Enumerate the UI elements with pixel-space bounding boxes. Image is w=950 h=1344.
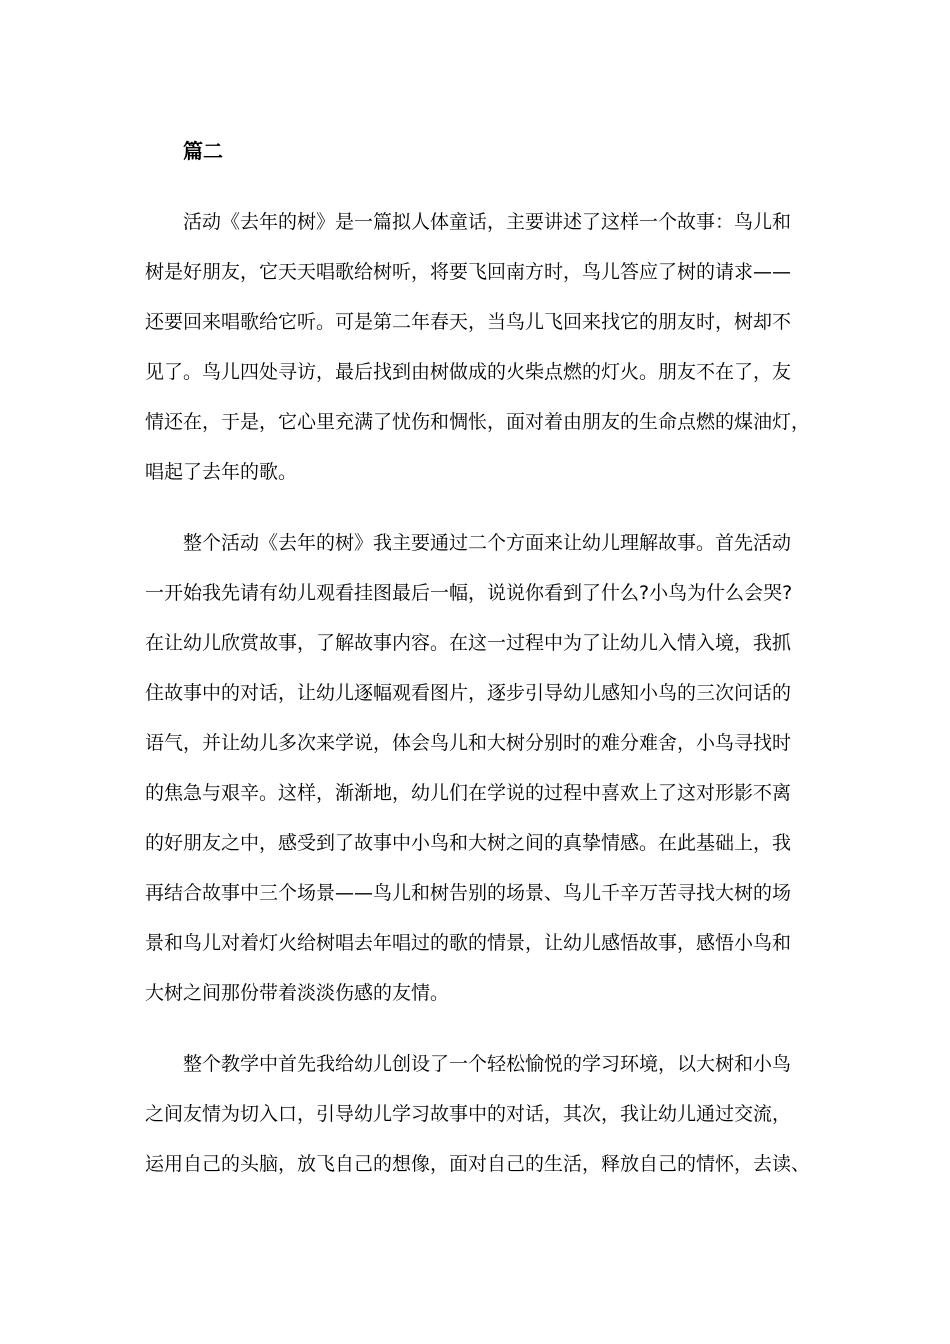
paragraph-2-line-4: 住故事中的对话，让幼儿逐幅观看图片，逐步引导幼儿感知小鸟的三次问话的 <box>145 682 792 704</box>
paragraph-2-line-1: 整个活动《去年的树》我主要通过二个方面来让幼儿理解故事。首先活动 <box>183 532 792 554</box>
paragraph-2-line-7: 的好朋友之中，感受到了故事中小鸟和大树之间的真挚情感。在此基础上，我 <box>145 832 792 854</box>
paragraph-2-line-6: 的焦急与艰辛。这样，渐渐地，幼儿们在学说的过程中喜欢上了这对形影不离 <box>145 782 792 804</box>
paragraph-2-line-2: 一开始我先请有幼儿观看挂图最后一幅，说说你看到了什么?小鸟为什么会哭? <box>145 582 793 604</box>
paragraph-2-line-3: 在让幼儿欣赏故事，了解故事内容。在这一过程中为了让幼儿入情入境，我抓 <box>145 632 792 654</box>
paragraph-2-line-8: 再结合故事中三个场景——鸟儿和树告别的场景、鸟儿千辛万苦寻找大树的场 <box>145 882 792 904</box>
paragraph-3-line-2: 之间友情为切入口，引导幼儿学习故事中的对话，其次，我让幼儿通过交流， <box>145 1103 792 1125</box>
paragraph-1-line-1: 活动《去年的树》是一篇拟人体童话，主要讲述了这样一个故事：鸟儿和 <box>183 211 792 233</box>
paragraph-1-line-4: 见了。鸟儿四处寻访，最后找到由树做成的火柴点燃的灯火。朋友不在了，友 <box>145 361 792 383</box>
paragraph-2-line-10: 大树之间那份带着淡淡伤感的友情。 <box>145 982 450 1004</box>
paragraph-3-line-3: 运用自己的头脑，放飞自己的想像，面对自己的生活，释放自己的情怀，去读、 <box>145 1153 811 1175</box>
paragraph-1-line-6: 唱起了去年的歌。 <box>145 461 298 483</box>
paragraph-1-line-5: 情还在，于是，它心里充满了忧伤和惆怅，面对着由朋友的生命点燃的煤油灯， <box>145 411 811 433</box>
paragraph-1-line-3: 还要回来唱歌给它听。可是第二年春天，当鸟儿飞回来找它的朋友时，树却不 <box>145 311 792 333</box>
section-heading: 篇二 <box>183 139 223 163</box>
paragraph-2-line-9: 景和鸟儿对着灯火给树唱去年唱过的歌的情景，让幼儿感悟故事，感悟小鸟和 <box>145 932 792 954</box>
paragraph-3-line-1: 整个教学中首先我给幼儿创设了一个轻松愉悦的学习环境，以大树和小鸟 <box>183 1053 792 1075</box>
paragraph-2-line-5: 语气，并让幼儿多次来学说，体会鸟儿和大树分别时的难分难舍，小鸟寻找时 <box>145 732 792 754</box>
paragraph-1-line-2: 树是好朋友，它天天唱歌给树听，将要飞回南方时，鸟儿答应了树的请求—— <box>145 261 792 283</box>
